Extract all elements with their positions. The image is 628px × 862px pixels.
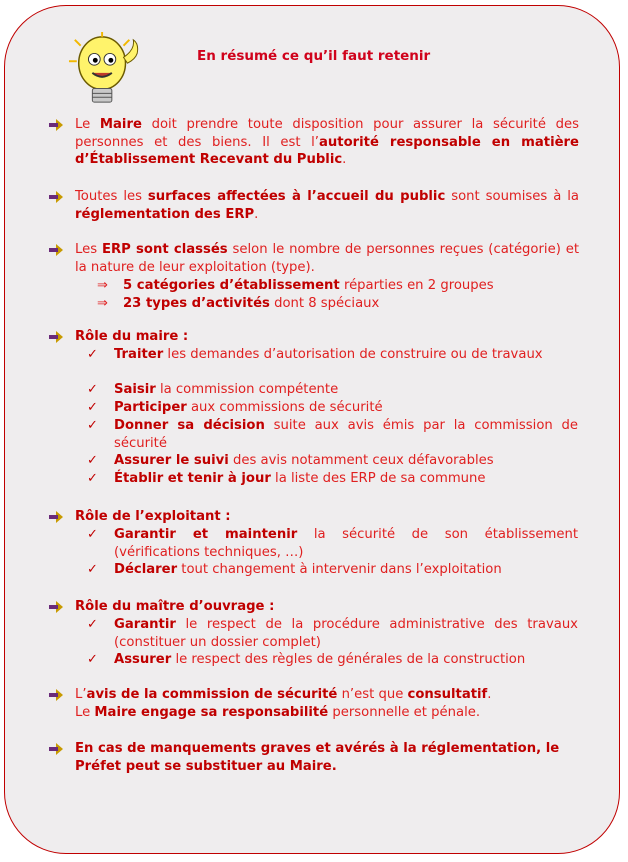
list-item: Donner sa décision suite aux avis émis par la commission de sécurité (114, 418, 579, 451)
section-heading: Rôle du maître d’ouvrage : (75, 599, 275, 614)
list-item: Garantir et maintenir la sécurité de son établissement (vérifications techniques, …) (114, 527, 579, 560)
bullet-icon (49, 244, 63, 256)
summary-point-maire: Le Maire doit prendre toute disposition pour assurer la sécurité des personnes et des biens. Il est l’autorité responsable en matière d’Établissement Recevant du Public. (49, 116, 589, 168)
summary-point-prefet: En cas de manquements graves et avérés à la réglementation, le Préfet peut se substituer au Maire. (49, 740, 589, 780)
arrow-icon: ⇒ (97, 278, 108, 293)
role-maire-section (49, 328, 589, 498)
check-icon: ✓ (87, 527, 98, 542)
bullet-icon (49, 689, 63, 701)
summary-point-surfaces: Toutes les surfaces affectées à l’accueil du public sont soumises à la réglementation des ERP. (49, 188, 589, 224)
check-icon: ✓ (87, 652, 98, 667)
list-item: Participer aux commissions de sécurité (114, 400, 383, 415)
page-title: En résumé ce qu’il faut retenir (197, 48, 431, 64)
list-item: Saisir la commission compétente (114, 382, 339, 397)
section-heading: Rôle de l’exploitant : (75, 509, 231, 524)
check-icon: ✓ (87, 347, 98, 362)
arrow-icon: ⇒ (97, 296, 108, 311)
bullet-icon (49, 191, 63, 203)
summary-card (4, 5, 620, 854)
check-icon: ✓ (87, 418, 98, 433)
role-maitre-ouvrage-section (49, 598, 589, 674)
role-exploitant-section (49, 508, 589, 584)
list-item: Traiter les demandes d’autorisation de construire ou de travaux (114, 347, 543, 362)
summary-point-classement: Les ERP sont classés selon le nombre de personnes reçues (catégorie) et la nature de leur exploitation (type). ⇒ 5 catégories d’établissement réparties en 2 groupes ⇒ 23 types d’activités dont 8 spéciaux (49, 241, 589, 315)
check-icon: ✓ (87, 617, 98, 632)
check-icon: ✓ (87, 400, 98, 415)
bullet-icon (49, 511, 63, 523)
list-item: Déclarer tout changement à intervenir dans l’exploitation (114, 562, 502, 577)
bullet-icon (49, 331, 63, 343)
bullet-icon (49, 119, 63, 131)
lightbulb-mascot-icon (67, 32, 145, 108)
bullet-icon (49, 601, 63, 613)
check-icon: ✓ (87, 453, 98, 468)
list-item: Assurer le suivi des avis notamment ceux défavorables (114, 453, 494, 468)
list-item: Assurer le respect des règles de générales de la construction (114, 652, 526, 667)
check-icon: ✓ (87, 471, 98, 486)
summary-point-avis: L’avis de la commission de sécurité n’est que consultatif. Le Maire engage sa responsabilité personnelle et pénale. (49, 686, 589, 726)
list-item: Établir et tenir à jour la liste des ERP de sa commune (114, 471, 486, 486)
list-item: Garantir le respect de la procédure administrative des travaux (constituer un dossier complet) (114, 617, 578, 650)
check-icon: ✓ (87, 562, 98, 577)
section-heading: Rôle du maire : (75, 329, 189, 344)
bullet-icon (49, 743, 63, 755)
categories-line: 5 catégories d’établissement réparties en 2 groupes (123, 278, 494, 293)
types-line: 23 types d’activités dont 8 spéciaux (123, 296, 380, 311)
check-icon: ✓ (87, 382, 98, 397)
